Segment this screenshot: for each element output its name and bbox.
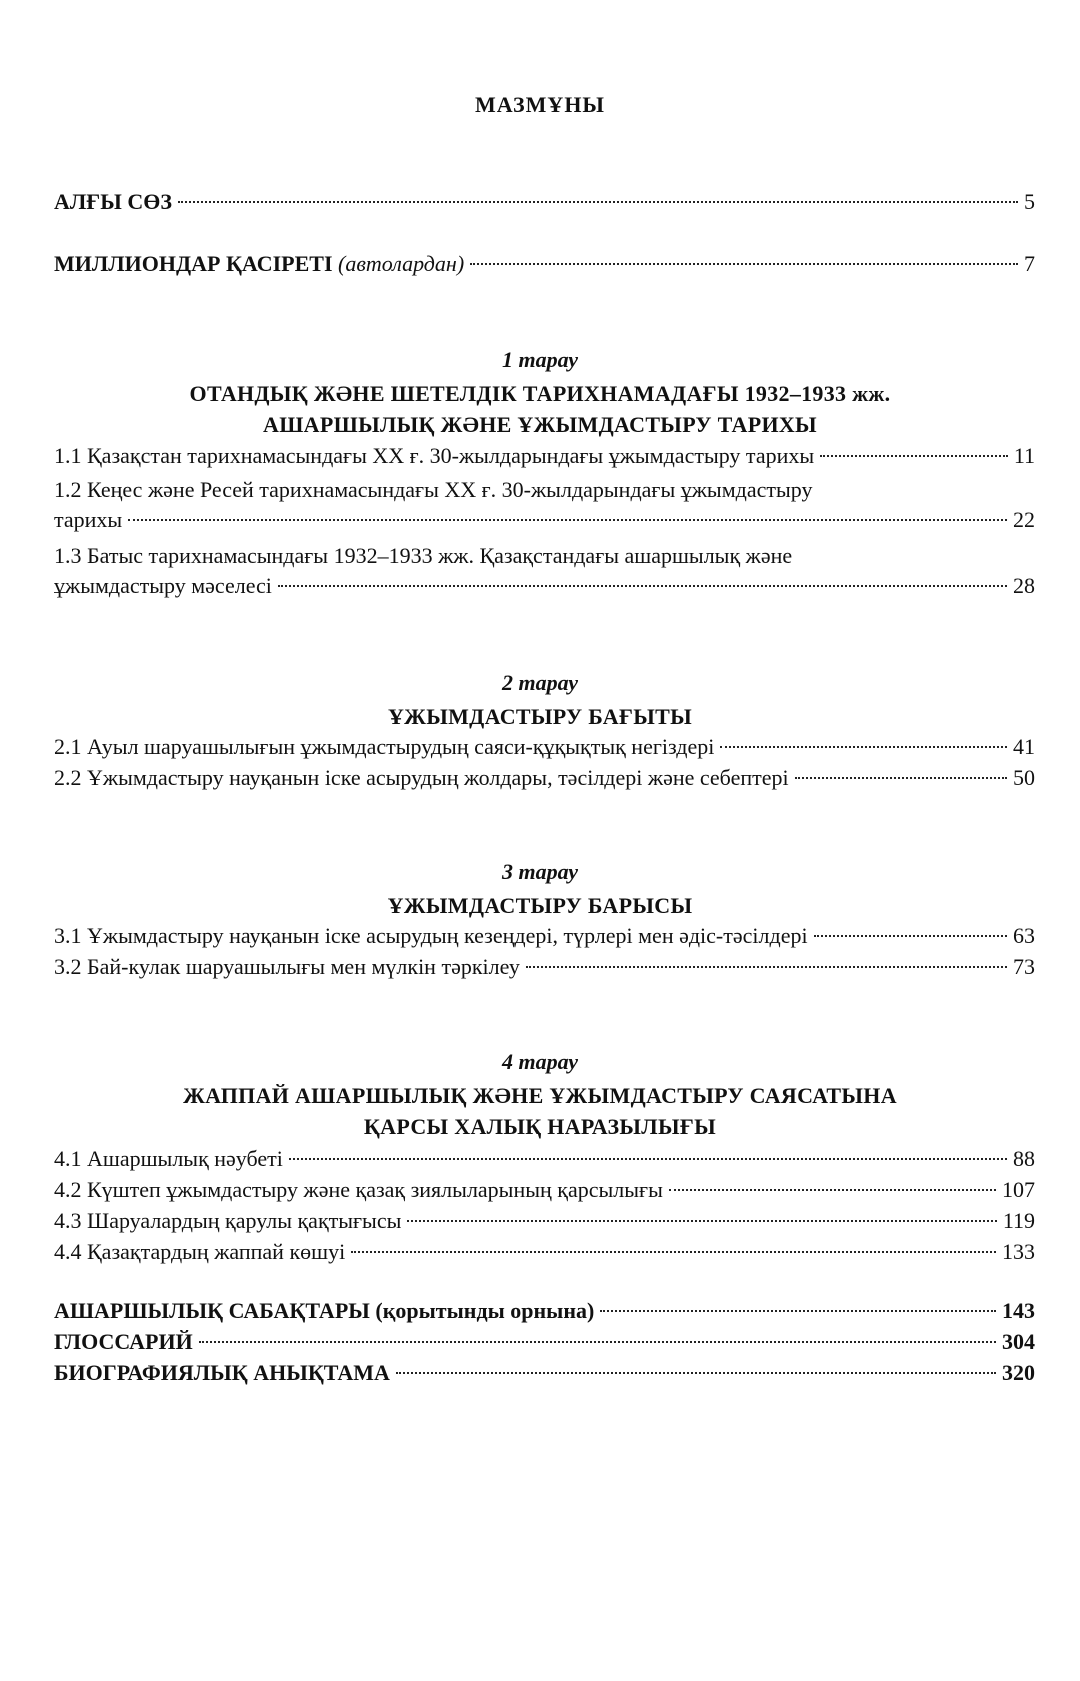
chapter-1-title-line-2: АШАРШЫЛЫҚ ЖӘНЕ ҰЖЫМДАСТЫРУ ТАРИХЫ <box>263 412 817 437</box>
page-number: 133 <box>1002 1239 1035 1264</box>
page-number: 50 <box>1013 765 1035 790</box>
entry-title: 2.2 Ұжымдастыру науқанын іске асырудың жолдары, тәсілдері және себептері <box>54 765 789 790</box>
toc-entry-2-1[interactable] <box>54 733 1035 761</box>
toc-entry-tragedy[interactable] <box>54 250 1035 278</box>
chapter-2-title-line-1: ҰЖЫМДАСТЫРУ БАҒЫТЫ <box>387 704 693 729</box>
toc-entry-4-2[interactable] <box>54 1176 1035 1204</box>
page-number: 320 <box>1002 1360 1035 1385</box>
page-number: 119 <box>1002 1208 1035 1233</box>
toc-entry-4-4[interactable] <box>54 1238 1035 1266</box>
chapter-3-number: 3 тарау <box>501 859 579 884</box>
entry-title: АЛҒЫ СӨЗ <box>54 189 172 214</box>
dot-leader <box>178 201 1018 203</box>
page-number: 5 <box>1024 189 1035 214</box>
entry-title: 3.1 Ұжымдастыру науқанын іске асырудың кезеңдері, түрлері мен әдіс-тәсілдері <box>54 923 808 948</box>
entry-title: 4.4 Қазақтардың жаппай көшуі <box>54 1239 346 1264</box>
page-number: 22 <box>1013 507 1035 532</box>
dot-leader <box>128 519 1007 521</box>
page-number: 11 <box>1013 443 1035 468</box>
entry-title: БИОГРАФИЯЛЫҚ АНЫҚТАМА <box>54 1360 390 1385</box>
entry-title: ұжымдастыру мәселесі <box>54 573 272 598</box>
entry-note: (қорытынды орнына) <box>375 1298 595 1323</box>
toc-entry-lessons[interactable] <box>54 1297 1035 1325</box>
entry-note: (автолардан) <box>338 251 465 276</box>
page-number: 304 <box>1002 1329 1035 1354</box>
toc-entry-3-2[interactable] <box>54 953 1035 981</box>
toc-entry-3-1[interactable] <box>54 922 1035 950</box>
page-number: 143 <box>1002 1298 1035 1323</box>
dot-leader <box>407 1220 996 1222</box>
entry-title: 3.2 Бай-кулак шаруашылығы мен мүлкін тәркілеу <box>54 954 520 979</box>
toc-entry-1-2[interactable] <box>54 506 1035 534</box>
entry-title: тарихы <box>54 507 123 532</box>
chapter-4-title-line-2: ҚАРСЫ ХАЛЫҚ НАРАЗЫЛЫҒЫ <box>363 1114 717 1139</box>
toc-entry-4-3[interactable] <box>54 1207 1035 1235</box>
chapter-1-number: 1 тарау <box>501 347 579 372</box>
page-number: 88 <box>1013 1146 1035 1171</box>
toc-entry-1-3-line-1[interactable]: 1.3 Батыс тарихнамасындағы 1932–1933 жж. Қазақстандағы ашаршылық және <box>54 543 793 568</box>
dot-leader <box>278 585 1007 587</box>
page-number: 63 <box>1013 923 1035 948</box>
entry-title: 1.1 Қазақстан тарихнамасындағы ХХ ғ. 30-жылдарындағы ұжымдастыру тарихы <box>54 443 815 468</box>
chapter-4-title-line-1: ЖАППАЙ АШАРШЫЛЫҚ ЖӘНЕ ҰЖЫМДАСТЫРУ САЯСАТЫНА <box>183 1083 897 1108</box>
toc-entry-glossary[interactable] <box>54 1328 1035 1356</box>
entry-title: 4.3 Шаруалардың қарулы қақтығысы <box>54 1208 402 1233</box>
chapter-4-number: 4 тарау <box>501 1049 579 1074</box>
dot-leader <box>600 1310 996 1312</box>
page-title: МАЗМҰНЫ <box>474 92 606 117</box>
toc-entry-1-3[interactable] <box>54 572 1035 600</box>
chapter-1-title-line-1: ОТАНДЫҚ ЖӘНЕ ШЕТЕЛДІК ТАРИХНАМАДАҒЫ 1932–1933 жж. <box>189 381 891 406</box>
dot-leader <box>396 1372 996 1374</box>
toc-entry-1-2-line-1[interactable]: 1.2 Кеңес және Ресей тарихнамасындағы ХХ ғ. 30-жылдарындағы ұжымдастыру <box>54 477 813 502</box>
dot-leader <box>526 966 1007 968</box>
entry-title: МИЛЛИОНДАР ҚАСІРЕТІ (автолардан) <box>54 251 465 276</box>
page-number: 28 <box>1013 573 1035 598</box>
dot-leader <box>289 1158 1007 1160</box>
page-number: 41 <box>1013 734 1035 759</box>
toc-entry-2-2[interactable] <box>54 764 1035 792</box>
entry-title: 2.1 Ауыл шаруашылығын ұжымдастырудың саяси-құқықтық негіздері <box>54 734 715 759</box>
dot-leader <box>669 1189 996 1191</box>
page-number: 73 <box>1013 954 1035 979</box>
page-number: 107 <box>1002 1177 1035 1202</box>
dot-leader <box>814 935 1007 937</box>
entry-title: 4.2 Күштеп ұжымдастыру және қазақ зиялыларының қарсылығы <box>54 1177 663 1202</box>
toc-entry-biographies[interactable] <box>54 1359 1035 1387</box>
toc-entry-foreword[interactable] <box>54 188 1035 216</box>
page-number: 7 <box>1024 251 1035 276</box>
dot-leader <box>199 1341 996 1343</box>
entry-title: ГЛОССАРИЙ <box>54 1329 193 1354</box>
dot-leader <box>795 777 1007 779</box>
entry-title: АШАРШЫЛЫҚ САБАҚТАРЫ (қорытынды орнына) <box>54 1298 595 1323</box>
dot-leader <box>820 455 1008 457</box>
toc-entry-4-1[interactable] <box>54 1145 1035 1173</box>
toc-entry-1-1[interactable] <box>54 442 1035 470</box>
dot-leader <box>470 263 1018 265</box>
chapter-2-number: 2 тарау <box>501 670 579 695</box>
dot-leader <box>351 1251 996 1253</box>
entry-title: 4.1 Ашаршылық нәубеті <box>54 1146 283 1171</box>
dot-leader <box>720 746 1007 748</box>
chapter-3-title-line-1: ҰЖЫМДАСТЫРУ БАРЫСЫ <box>387 893 693 918</box>
